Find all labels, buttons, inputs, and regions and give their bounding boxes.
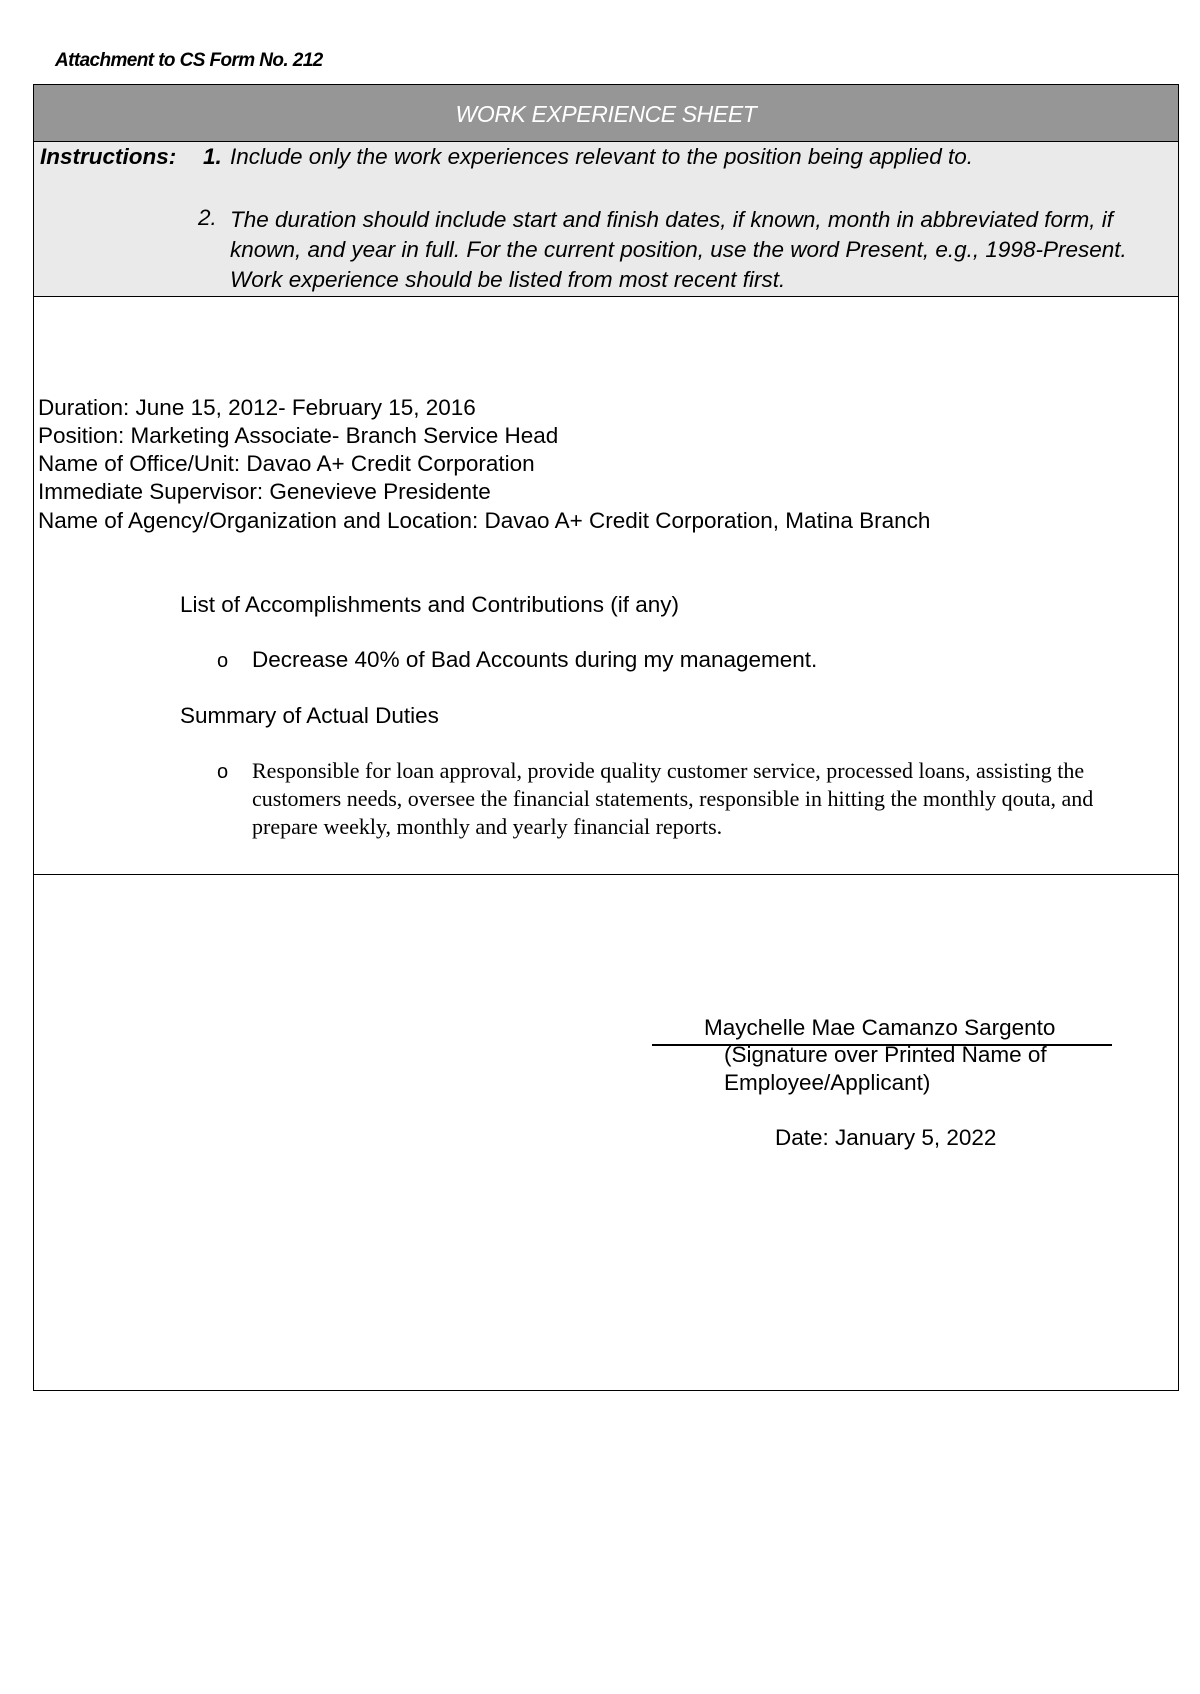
office-line: Name of Office/Unit: Davao A+ Credit Corporation [38, 451, 535, 476]
instruction-text: Include only the work experiences relevant to the position being applied to. [230, 144, 973, 169]
supervisor-line: Immediate Supervisor: Genevieve Presidente [38, 479, 491, 504]
agency-line: Name of Agency/Organization and Location: Davao A+ Credit Corporation, Matina Branch [38, 508, 931, 533]
signature-date: Date: January 5, 2022 [775, 1125, 997, 1150]
accomplishments-heading: List of Accomplishments and Contributions (if any) [180, 592, 679, 617]
signatory-name: Maychelle Mae Camanzo Sargento [704, 1015, 1056, 1040]
duties-heading: Summary of Actual Duties [180, 703, 439, 728]
bullet-icon: o [217, 650, 229, 672]
work-experience-entry [34, 297, 1178, 875]
instruction-number: 2. [198, 205, 217, 230]
signature-section [34, 875, 1178, 1390]
duty-item: Responsible for loan approval, provide quality customer service, processed loans, assisting the customers needs, oversee the financial statements, responsible in hitting the monthly qouta, and prepare weekly, monthly and yearly financial reports. [252, 758, 1094, 839]
accomplishment-item: Decrease 40% of Bad Accounts during my management. [252, 647, 818, 672]
instruction-text: The duration should include start and finish dates, if known, month in abbreviated form, if known, and year in full. For the current position, use the word Present, e.g., 1998-Present. Work experience should be listed from most recent first. [230, 207, 1127, 292]
duration-line: Duration: June 15, 2012- February 15, 2016 [38, 395, 476, 420]
instruction-number: 1. [203, 144, 222, 169]
instructions-section [34, 142, 1178, 297]
form-attachment-label: Attachment to CS Form No. 212 [55, 50, 323, 71]
instructions-label: Instructions: [40, 144, 177, 169]
bullet-icon: o [217, 761, 229, 783]
position-line: Position: Marketing Associate- Branch Service Head [38, 423, 559, 448]
work-experience-sheet [33, 84, 1179, 1391]
signature-caption: (Signature over Printed Name of Employee/Applicant) [724, 1042, 1047, 1095]
sheet-title: WORK EXPERIENCE SHEET [34, 85, 1178, 142]
